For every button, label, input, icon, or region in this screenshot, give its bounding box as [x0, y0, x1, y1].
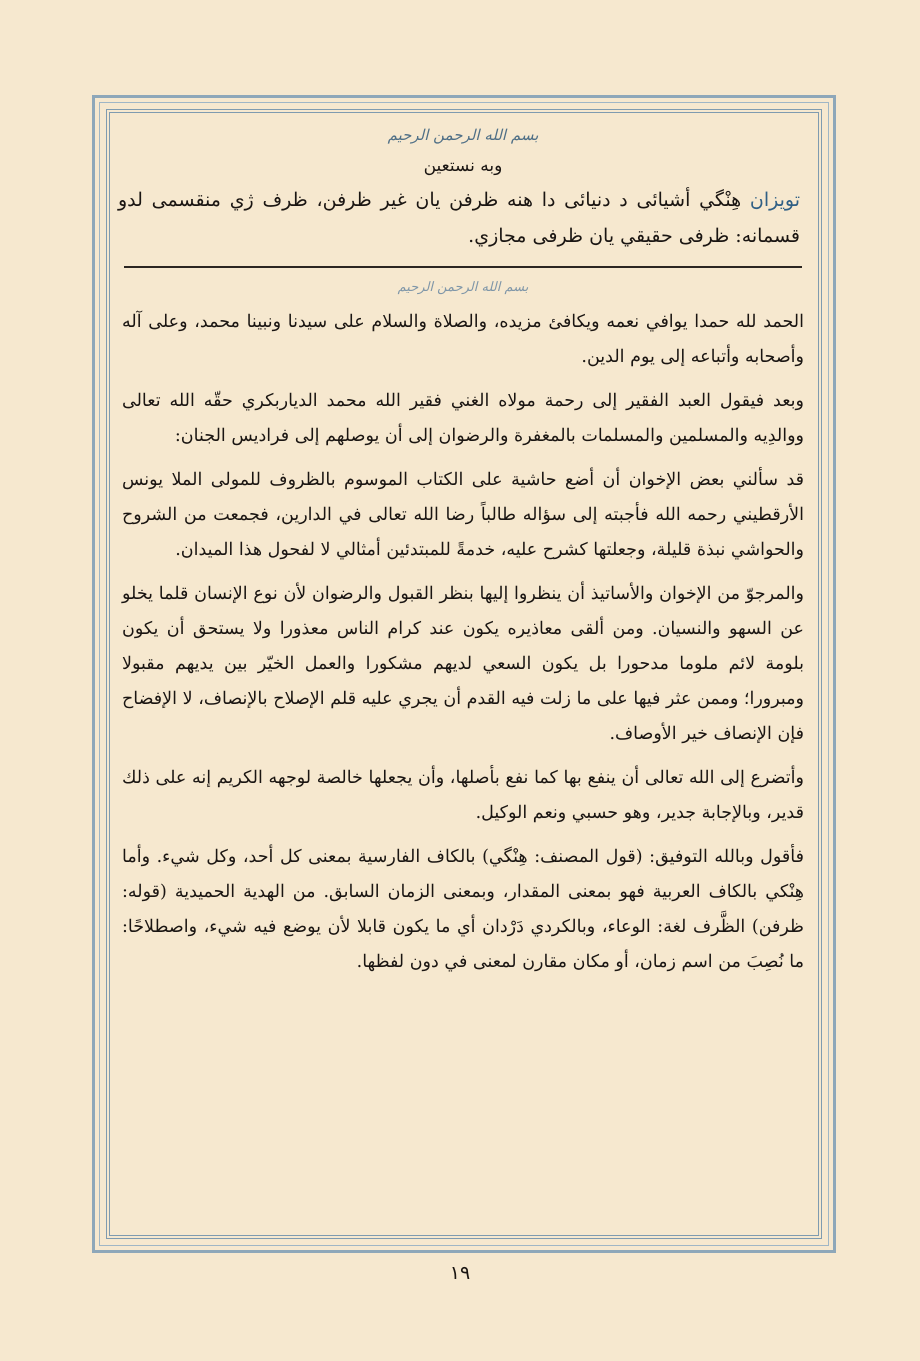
- page-content: [118, 126, 808, 989]
- invocation-line: وبه نستعين: [423, 156, 503, 176]
- paragraph: فأقول وبالله التوفيق: (قول المصنف: هِنْگي) بالكاف الفارسية بمعنى كل أحد، وكل شيء. وأما هِنْكي بالكاف العربية فهو بمعنى المقدار، وبمعنى الزمان السابق. من الهدية الحميدية (قوله: ظرفن) الظَّرف لغة: الوعاء، وبالكردي دَرْدان أي ما يكون قابلا لأن يوضع فيه شيء، واصطلاحًا: ما نُصِبَ من اسم زمان، أو مكان مقارن لمعنى في دون لفظها.: [122, 847, 804, 972]
- page-number: ١٩: [449, 1262, 471, 1284]
- paragraph: وبعد فيقول العبد الفقير إلى رحمة مولاه الغني فقير الله محمد الدياربكري حقّه الله تعالى ووالدِيه والمسلمين والمسلمات بالمغفرة والرضوان إلى أن يوصلهم إلى فراديس الجنان:: [122, 391, 804, 446]
- paragraph: وأتضرع إلى الله تعالى أن ينفع بها كما نفع بأصلها، وأن يجعلها خالصة لوجهه الكريم إنه على ذلك قدير، وبالإجابة جدير، وهو حسبي ونعم الوكيل.: [122, 768, 804, 823]
- commentary-body: [118, 305, 808, 980]
- kurdish-text-rest: هِنْگي أشيائى د دنيائى دا هنه ظرفن يان غير ظرفن، ظرف ژي منقسمى لدو قسمانه: ظرفى حقيقي يان ظرفى مجازي.: [118, 189, 800, 247]
- paragraph: والمرجوّ من الإخوان والأساتيذ أن ينظروا إليها بنظر القبول والرضوان لأن نوع الإنسان قلما يخلو عن السهو والنسيان. ومن ألقى معاذيره يكون عند كرام الناس معذورا ولا يستحق أن يكون بلومة لائم ملوما مدحورا بل يكون السعي لديهم مشكورا والعمل الخيّر بين يديهم مقبولا ومبرورا؛ وممن عثر فيها على ما زلت فيه القدم أن يجري عليه قلم الإصلاح بالإنصاف، لا الإفضاح فإن الإنصاف خير الأوصاف.: [122, 584, 804, 744]
- basmala-calligraphy: بسم الله الرحمن الرحيم: [387, 126, 539, 144]
- kurdish-highlight-word: تویزان: [749, 189, 800, 211]
- paragraph: قد سألني بعض الإخوان أن أضع حاشية على الكتاب الموسوم بالظروف للمولى الملا يونس الأرقطيني رحمه الله فأجبته إلى سؤاله طالباً رضا الله تعالى في الدارين، فجمعت من الشروح والحواشي نبذة قليلة، وجعلتها كشرح عليه، خدمةً للمبتدئين أمثالي لا لفحول هذا الميدان.: [122, 470, 804, 560]
- paragraph: الحمد لله حمدا يوافي نعمه ويكافئ مزيده، والصلاة والسلام على سيدنا ونبينا محمد، وعلى آله وأصحابه وأتباعه إلى يوم الدين.: [122, 312, 804, 367]
- section-divider: [124, 266, 802, 268]
- kurdish-source-text: [118, 182, 808, 254]
- basmala-calligraphy-small: بسم الله الرحمن الرحيم: [397, 280, 529, 295]
